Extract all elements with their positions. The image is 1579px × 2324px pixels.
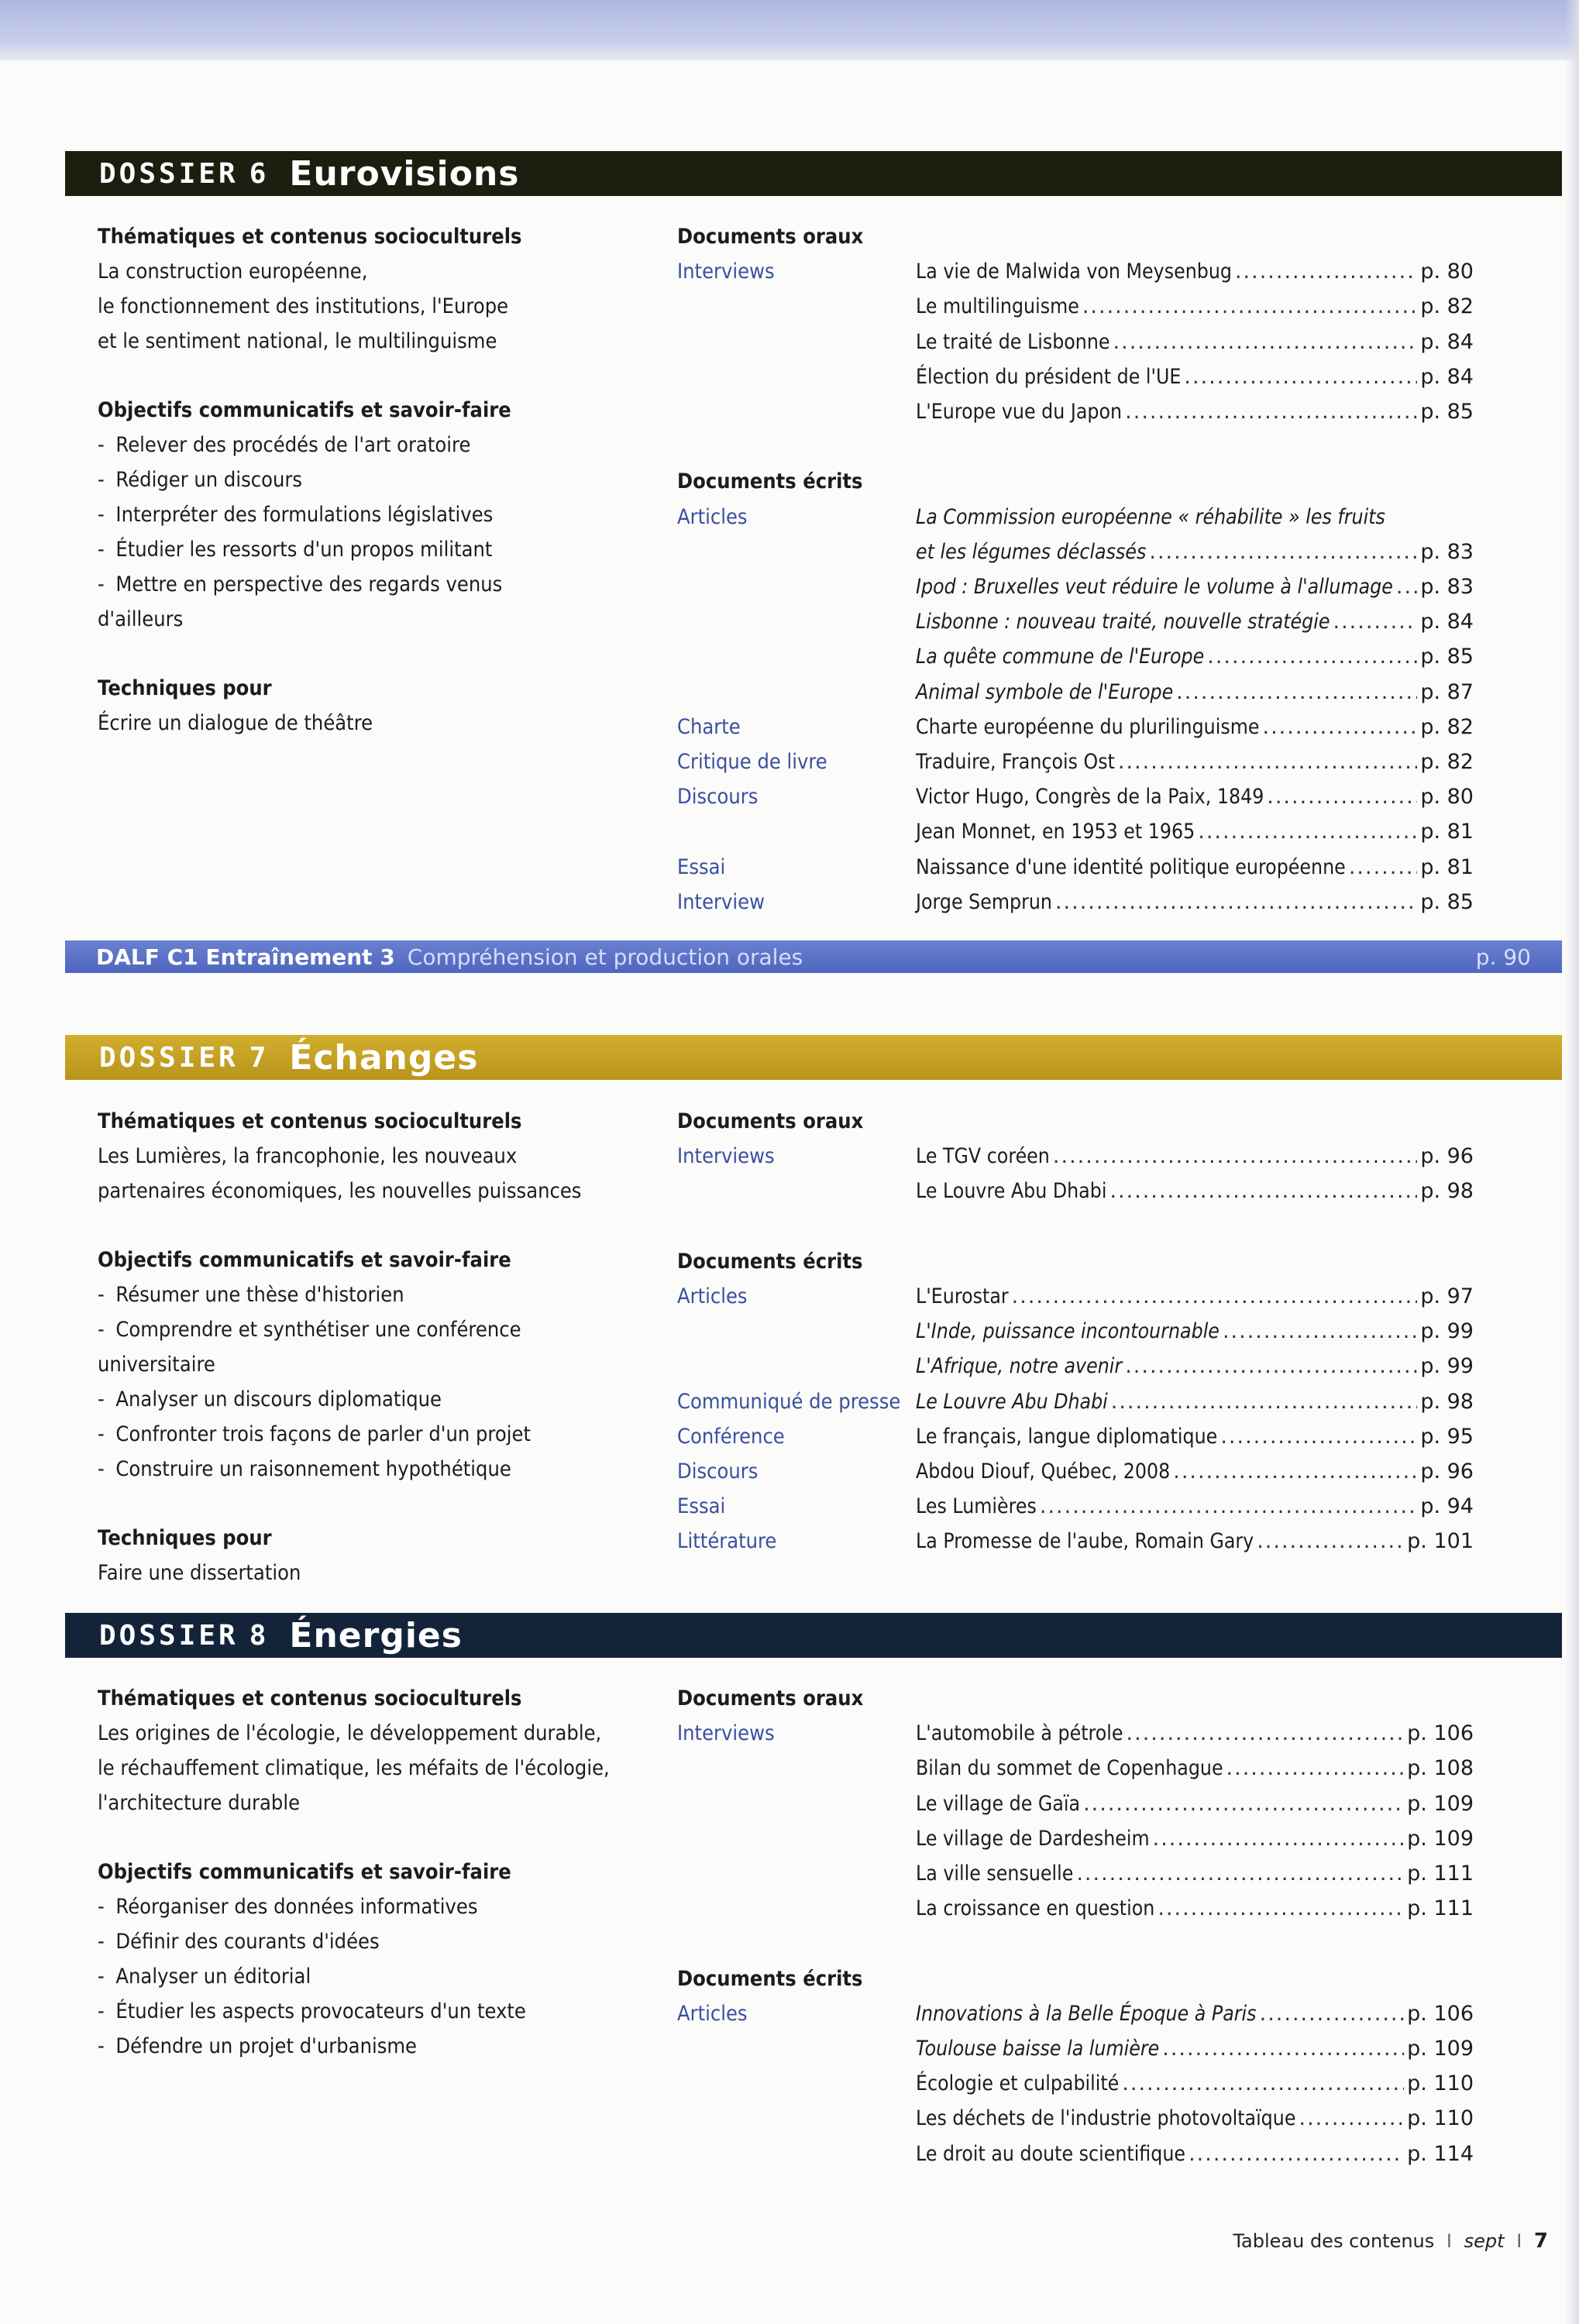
entry-page: p. 97	[1420, 1284, 1474, 1308]
document-category: Discours	[677, 785, 759, 810]
entry-page: p. 114	[1407, 2141, 1474, 2166]
thematiques-line: le réchauffement climatique, les méfaits de l'écologie,	[98, 1756, 610, 1780]
bullet-dash: -	[98, 1318, 105, 1342]
leader-dots	[1149, 535, 1417, 569]
bullet-dash: -	[98, 1895, 105, 1919]
entry-title: Naissance d'une identité politique européenne	[916, 854, 1346, 879]
entry-page: p. 109	[1407, 1826, 1474, 1851]
document-row	[65, 359, 1562, 394]
dossier-header	[65, 1613, 1562, 1658]
dalf-page: p. 90	[1475, 944, 1531, 970]
entry-title: Les déchets de l'industrie photovoltaïque	[916, 2106, 1296, 2131]
entry-title: La vie de Malwida von Meysenbug	[916, 260, 1233, 284]
document-category: Articles	[677, 504, 748, 529]
documents-heading: Documents écrits	[677, 469, 863, 494]
leader-dots	[1333, 604, 1418, 639]
dossier-label	[99, 158, 269, 190]
document-category: Critique de livre	[677, 750, 827, 774]
entry-page: p. 106	[1407, 2001, 1474, 2026]
toc-entry	[916, 535, 1474, 569]
bullet-dash: -	[98, 1965, 105, 1989]
entry-page: p. 81	[1420, 854, 1474, 879]
toc-entry	[916, 744, 1474, 779]
leader-dots	[1299, 2101, 1405, 2136]
toc-entry	[916, 1786, 1474, 1821]
footer-separator: I	[1446, 2230, 1452, 2252]
document-row	[65, 675, 1562, 710]
entry-title: Le village de Gaïa	[916, 1791, 1081, 1816]
document-category: Essai	[677, 854, 726, 879]
document-row	[65, 1961, 1562, 1996]
document-row	[65, 2031, 1562, 2066]
dossier-label-text: DOSSIER	[99, 157, 239, 190]
documents-heading: Documents écrits	[677, 1249, 863, 1274]
document-row	[65, 2137, 1562, 2171]
document-row	[65, 1821, 1562, 1856]
document-row	[65, 394, 1562, 429]
objectif-text: Étudier les aspects provocateurs d'un texte	[115, 1999, 526, 2023]
document-row	[65, 1279, 1562, 1314]
entry-title: Le Louvre Abu Dhabi	[916, 1179, 1107, 1204]
entry-title: Le multilinguisme	[916, 294, 1079, 319]
toc-entry	[916, 1996, 1474, 2031]
entry-page: p. 109	[1407, 1791, 1474, 1816]
entry-page: p. 110	[1407, 2106, 1474, 2131]
leader-dots	[1082, 289, 1418, 324]
entry-page: p. 84	[1420, 364, 1474, 389]
dossier-header	[65, 1035, 1562, 1080]
documents-heading: Documents oraux	[677, 1686, 864, 1710]
bullet-dash: -	[98, 1283, 105, 1307]
entry-title: L'automobile à pétrole	[916, 1721, 1123, 1746]
entry-title: Animal symbole de l'Europe	[916, 679, 1174, 704]
objectif-text: Définir des courants d'idées	[115, 1930, 380, 1954]
entry-title: Jean Monnet, en 1953 et 1965	[916, 820, 1195, 844]
toc-entry	[916, 1856, 1474, 1891]
dossier-label	[99, 1620, 269, 1652]
document-row	[65, 779, 1562, 814]
entry-title: Le traité de Lisbonne	[916, 329, 1110, 354]
bullet-dash: -	[98, 538, 105, 562]
leader-dots	[1198, 814, 1417, 849]
leader-dots	[1076, 1856, 1404, 1891]
documents-heading: Documents écrits	[677, 1966, 863, 1991]
document-row	[65, 850, 1562, 885]
document-row	[65, 1786, 1562, 1821]
document-row	[65, 2066, 1562, 2101]
entry-title: Élection du président de l'UE	[916, 364, 1182, 389]
document-row	[65, 1384, 1562, 1419]
thematiques-line: le fonctionnement des institutions, l'Europe	[98, 294, 509, 318]
dossier-label-text: DOSSIER	[99, 1041, 239, 1074]
toc-entry	[916, 2031, 1474, 2066]
document-row	[65, 1139, 1562, 1174]
leader-dots	[1263, 710, 1418, 744]
entry-page: p. 85	[1420, 889, 1474, 914]
document-row	[65, 500, 1562, 535]
objectif-text: Comprendre et synthétiser une conférence	[115, 1318, 521, 1342]
objectif-text: Confronter trois façons de parler d'un projet	[115, 1422, 531, 1446]
entry-page: p. 101	[1407, 1529, 1474, 1554]
document-row	[65, 604, 1562, 639]
dossier-section-6	[65, 151, 1562, 914]
document-row	[65, 464, 1562, 499]
toc-entry	[916, 569, 1474, 604]
entry-title: Le TGV coréen	[916, 1144, 1050, 1169]
techniques-heading: Techniques pour	[98, 1526, 272, 1550]
toc-entry	[916, 2137, 1474, 2171]
objectif-text: Construire un raisonnement hypothétique	[115, 1457, 511, 1481]
entry-title: Toulouse baisse la lumière	[916, 2037, 1160, 2061]
leader-dots	[1127, 1716, 1405, 1751]
leader-dots	[1189, 2137, 1404, 2171]
bullet-dash: -	[98, 1422, 105, 1446]
entry-page: p. 85	[1420, 400, 1474, 424]
document-row	[65, 1926, 1562, 1961]
document-row	[65, 744, 1562, 779]
entry-title: Bilan du sommet de Copenhague	[916, 1756, 1223, 1781]
thematiques-heading: Thématiques et contenus socioculturels	[98, 225, 522, 249]
objectifs-heading: Objectifs communicatifs et savoir-faire	[98, 1860, 511, 1884]
leader-dots	[1053, 1139, 1417, 1174]
document-row	[65, 1524, 1562, 1559]
dossier-number: 7	[249, 1041, 270, 1074]
bullet-dash: -	[98, 468, 105, 492]
document-row	[65, 1244, 1562, 1279]
objectif-text: Relever des procédés de l'art oratoire	[115, 433, 471, 457]
techniques-line: Faire une dissertation	[98, 1561, 301, 1585]
leader-dots	[1267, 779, 1417, 814]
entry-title: Innovations à la Belle Époque à Paris	[916, 2001, 1257, 2026]
bullet-dash: -	[98, 1930, 105, 1954]
leader-dots	[1083, 1786, 1404, 1821]
entry-page: p. 84	[1420, 329, 1474, 354]
entry-title: L'Europe vue du Japon	[916, 400, 1123, 424]
entry-page: p. 84	[1420, 610, 1474, 634]
document-row	[65, 2101, 1562, 2136]
toc-entry	[916, 1314, 1474, 1349]
document-category: Interviews	[677, 260, 775, 284]
documents-heading: Documents oraux	[677, 1109, 864, 1133]
thematiques-heading: Thématiques et contenus socioculturels	[98, 1109, 522, 1133]
document-row	[65, 535, 1562, 569]
entry-page: p. 94	[1420, 1494, 1474, 1519]
entry-page: p. 87	[1420, 679, 1474, 704]
document-row	[65, 1891, 1562, 1926]
document-row	[65, 254, 1562, 289]
leader-dots	[1012, 1279, 1418, 1314]
entry-page: p. 82	[1420, 750, 1474, 774]
document-category: Conférence	[677, 1424, 785, 1449]
leader-dots	[1207, 639, 1417, 674]
toc-entry	[916, 850, 1474, 885]
leader-dots	[1184, 359, 1417, 394]
toc-entry	[916, 814, 1474, 849]
document-row	[65, 1314, 1562, 1349]
toc-entry	[916, 289, 1474, 324]
entry-title: La croissance en question	[916, 1896, 1155, 1921]
entry-page: p. 85	[1420, 645, 1474, 669]
objectifs-heading: Objectifs communicatifs et savoir-faire	[98, 1248, 511, 1272]
dossier-section-8	[65, 1613, 1562, 2166]
leader-dots	[1220, 1419, 1417, 1454]
toc-entry	[916, 1279, 1474, 1314]
leader-dots	[1349, 850, 1417, 885]
toc-entry	[916, 1891, 1474, 1926]
top-color-band	[0, 0, 1579, 60]
thematiques-line: et le sentiment national, le multilinguisme	[98, 329, 497, 353]
dossier-number: 8	[249, 1619, 270, 1652]
entry-title: Abdou Diouf, Québec, 2008	[916, 1459, 1171, 1483]
thematiques-line: La construction européenne,	[98, 260, 368, 284]
entry-title: La quête commune de l'Europe	[916, 645, 1205, 669]
document-row	[65, 1856, 1562, 1891]
document-category: Articles	[677, 2001, 748, 2026]
dossier-label-text: DOSSIER	[99, 1619, 239, 1652]
objectif-text: Rédiger un discours	[115, 468, 303, 492]
document-category: Interviews	[677, 1721, 775, 1746]
objectif-text: Étudier les ressorts d'un propos militant	[115, 538, 493, 562]
document-category: Interviews	[677, 1144, 775, 1169]
entry-title: L'Afrique, notre avenir	[916, 1354, 1123, 1379]
thematiques-heading: Thématiques et contenus socioculturels	[98, 1686, 522, 1710]
entry-title: Charte européenne du plurilinguisme	[916, 714, 1260, 739]
entry-page: p. 98	[1420, 1389, 1474, 1414]
entry-title: La Commission européenne « réhabilite » les fruits	[916, 504, 1385, 529]
bullet-dash: -	[98, 1457, 105, 1481]
document-row	[65, 1174, 1562, 1208]
objectif-text: Interpréter des formulations législatives	[115, 503, 494, 527]
entry-title: La ville sensuelle	[916, 1862, 1074, 1886]
entry-title: Écologie et culpabilité	[916, 2071, 1120, 2096]
document-category: Articles	[677, 1284, 748, 1308]
entry-title: et les légumes déclassés	[916, 539, 1147, 564]
entry-page: p. 99	[1420, 1354, 1474, 1379]
entry-title: Traduire, François Ost	[916, 750, 1115, 774]
document-row	[65, 1349, 1562, 1384]
dalf-banner	[65, 940, 1562, 973]
page-footer	[1233, 2229, 1548, 2253]
entry-page: p. 108	[1407, 1756, 1474, 1781]
bullet-dash: -	[98, 1999, 105, 2023]
entry-page: p. 80	[1420, 785, 1474, 810]
document-row	[65, 1751, 1562, 1786]
document-category: Discours	[677, 1459, 759, 1483]
document-row	[65, 885, 1562, 920]
toc-entry	[916, 710, 1474, 744]
entry-title: Les Lumières	[916, 1494, 1037, 1519]
toc-entry	[916, 1716, 1474, 1751]
toc-entry	[916, 2066, 1474, 2101]
document-row	[65, 569, 1562, 604]
toc-entry	[916, 885, 1474, 920]
footer-page-word: sept	[1464, 2230, 1505, 2252]
objectifs-heading: Objectifs communicatifs et savoir-faire	[98, 398, 511, 422]
objectif-text: Analyser un discours diplomatique	[115, 1387, 442, 1411]
toc-entry	[916, 254, 1474, 289]
thematiques-line: partenaires économiques, les nouvelles puissances	[98, 1179, 582, 1203]
page-edge-shadow	[1565, 0, 1579, 2324]
document-row	[65, 814, 1562, 849]
objectif-text: d'ailleurs	[98, 607, 184, 631]
dossier-header	[65, 151, 1562, 196]
toc-entry	[916, 2101, 1474, 2136]
toc-entry	[916, 1524, 1474, 1559]
dalf-subtitle: Compréhension et production orales	[407, 944, 803, 970]
leader-dots	[1109, 1174, 1417, 1208]
objectif-text: Analyser un éditorial	[115, 1965, 311, 1989]
entry-page: p. 109	[1407, 2037, 1474, 2061]
document-row	[65, 1996, 1562, 2031]
dossier-title: Eurovisions	[289, 153, 520, 194]
thematiques-line: Les Lumières, la francophonie, les nouveaux	[98, 1144, 518, 1168]
leader-dots	[1118, 744, 1417, 779]
entry-page: p. 81	[1420, 820, 1474, 844]
objectif-text: Défendre un projet d'urbanisme	[115, 2034, 418, 2058]
entry-page: p. 83	[1420, 539, 1474, 564]
toc-entry	[916, 1384, 1474, 1419]
entry-page: p. 111	[1407, 1862, 1474, 1886]
leader-dots	[1111, 1384, 1418, 1419]
toc-entry	[916, 1489, 1474, 1524]
entry-title: Jorge Semprun	[916, 889, 1052, 914]
entry-title: La Promesse de l'aube, Romain Gary	[916, 1529, 1254, 1554]
document-category: Interview	[677, 889, 765, 914]
entry-page: p. 82	[1420, 714, 1474, 739]
entry-page: p. 82	[1420, 294, 1474, 319]
bullet-dash: -	[98, 572, 105, 596]
leader-dots	[1226, 1751, 1405, 1786]
documents-heading: Documents oraux	[677, 225, 864, 249]
document-row	[65, 1716, 1562, 1751]
toc-entry	[916, 1419, 1474, 1454]
footer-page-number: 7	[1533, 2229, 1548, 2253]
toc-entry	[916, 1349, 1474, 1384]
entry-page: p. 98	[1420, 1179, 1474, 1204]
leader-dots	[1125, 1349, 1417, 1384]
toc-entry	[916, 1139, 1474, 1174]
dossier-number: 6	[249, 157, 270, 190]
document-row	[65, 1489, 1562, 1524]
document-row	[65, 639, 1562, 674]
leader-dots	[1158, 1891, 1404, 1926]
thematiques-line: Les origines de l'écologie, le développement durable,	[98, 1721, 602, 1745]
document-row	[65, 325, 1562, 359]
document-category: Essai	[677, 1494, 726, 1519]
entry-title: Le Louvre Abu Dhabi	[916, 1389, 1108, 1414]
leader-dots	[1040, 1489, 1417, 1524]
entry-page: p. 96	[1420, 1459, 1474, 1483]
footer-separator-2: I	[1516, 2230, 1522, 2252]
entry-title: L'Eurostar	[916, 1284, 1009, 1308]
leader-dots	[1396, 569, 1417, 604]
objectif-text: universitaire	[98, 1353, 215, 1377]
leader-dots	[1122, 2066, 1404, 2101]
document-row	[65, 710, 1562, 744]
entry-page: p. 110	[1407, 2071, 1474, 2096]
toc-entry	[916, 1174, 1474, 1208]
objectif-text: Réorganiser des données informatives	[115, 1895, 478, 1919]
leader-dots	[1260, 1996, 1405, 2031]
document-row	[65, 1681, 1562, 1716]
document-row	[65, 429, 1562, 464]
toc-entry	[916, 779, 1474, 814]
entry-title: Victor Hugo, Congrès de la Paix, 1849	[916, 785, 1264, 810]
leader-dots	[1125, 394, 1417, 429]
document-row	[65, 219, 1562, 254]
leader-dots	[1162, 2031, 1404, 2066]
toc-entry	[916, 500, 1474, 535]
document-category: Charte	[677, 714, 741, 739]
leader-dots	[1113, 325, 1418, 359]
dalf-label: DALF C1 Entraînement 3	[96, 944, 395, 970]
entry-title: L'Inde, puissance incontournable	[916, 1319, 1220, 1344]
entry-page: p. 96	[1420, 1144, 1474, 1169]
entry-title: Le droit au doute scientifique	[916, 2141, 1186, 2166]
toc-entry	[916, 1454, 1474, 1489]
dossier-section-7	[65, 1035, 1562, 1585]
techniques-heading: Techniques pour	[98, 676, 272, 700]
toc-entry	[916, 359, 1474, 394]
leader-dots	[1173, 1454, 1417, 1489]
document-row	[65, 1419, 1562, 1454]
entry-page: p. 106	[1407, 1721, 1474, 1746]
toc-entry	[916, 639, 1474, 674]
leader-dots	[1176, 675, 1417, 710]
entry-page: p. 99	[1420, 1319, 1474, 1344]
document-category: Communiqué de presse	[677, 1389, 901, 1414]
toc-entry	[916, 1751, 1474, 1786]
toc-entry	[916, 604, 1474, 639]
entry-title: Le français, langue diplomatique	[916, 1424, 1218, 1449]
bullet-dash: -	[98, 503, 105, 527]
objectif-text: Mettre en perspective des regards venus	[115, 572, 503, 596]
document-row	[65, 1104, 1562, 1139]
leader-dots	[1055, 885, 1417, 920]
dossier-title: Énergies	[289, 1615, 463, 1655]
bullet-dash: -	[98, 2034, 105, 2058]
document-row	[65, 289, 1562, 324]
toc-entry	[916, 325, 1474, 359]
leader-dots	[1223, 1314, 1417, 1349]
leader-dots	[1153, 1821, 1405, 1856]
entry-page: p. 95	[1420, 1424, 1474, 1449]
toc-entry	[916, 394, 1474, 429]
entry-page: p. 80	[1420, 260, 1474, 284]
entry-title: Le village de Dardesheim	[916, 1826, 1150, 1851]
dossier-title: Échanges	[289, 1037, 479, 1078]
leader-dots	[1235, 254, 1417, 289]
toc-entry	[916, 1821, 1474, 1856]
thematiques-line: l'architecture durable	[98, 1791, 301, 1815]
toc-entry	[916, 675, 1474, 710]
footer-text: Tableau des contenus	[1233, 2230, 1435, 2252]
dossier-label	[99, 1042, 269, 1074]
techniques-line: Écrire un dialogue de théâtre	[98, 711, 373, 735]
document-row	[65, 1209, 1562, 1244]
bullet-dash: -	[98, 433, 105, 457]
bullet-dash: -	[98, 1387, 105, 1411]
entry-title: Lisbonne : nouveau traité, nouvelle stratégie	[916, 610, 1330, 634]
document-category: Littérature	[677, 1529, 777, 1554]
objectif-text: Résumer une thèse d'historien	[115, 1283, 404, 1307]
document-row	[65, 1454, 1562, 1489]
entry-page: p. 111	[1407, 1896, 1474, 1921]
leader-dots	[1257, 1524, 1404, 1559]
entry-title: Ipod : Bruxelles veut réduire le volume à l'allumage	[916, 575, 1393, 599]
entry-page: p. 83	[1420, 575, 1474, 599]
